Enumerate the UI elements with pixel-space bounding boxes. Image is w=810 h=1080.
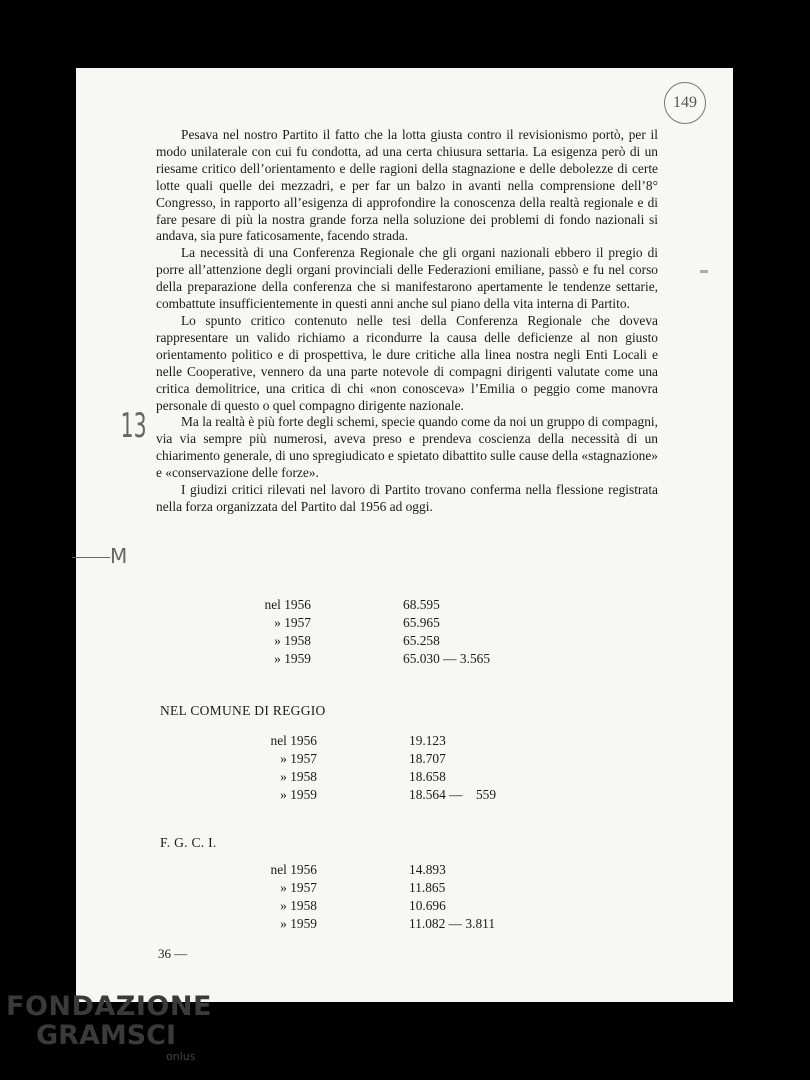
logo-suffix: onlus [166, 1050, 196, 1063]
archive-page-annotation: 149 [664, 82, 706, 124]
year-label: » 1959 [280, 916, 317, 931]
margin-dash-mark [700, 270, 708, 273]
member-count: 18.707 [409, 751, 446, 766]
year-label: nel 1956 [270, 862, 317, 877]
margin-handwritten-mark: 13 [120, 406, 147, 446]
year-label: » 1959 [274, 651, 311, 666]
year-label: » 1957 [280, 880, 317, 895]
logo-line1: FONDAZIONE [6, 991, 212, 1022]
year-label: » 1957 [280, 751, 317, 766]
page-number: 36 — [158, 946, 188, 961]
margin-underline-mark: M [72, 544, 127, 568]
year-label: » 1957 [274, 615, 311, 630]
paragraph: Lo spunto critico contenuto nelle tesi della Conferenza Regionale che doveva rappresentare un valido richiamo a ricondurre la causa delle deficienze al non giusto orientamento politico e di prospettiva, le dure critiche alla linea nostra negli Enti Locali e nelle Cooperative, vennero da una parte notevole di compagni dirigenti valutate come una critica demolitrice, una critica di chi «non conosceva» l’Emilia o peggio come manovra personale di questo o quel compagno dirigente nazionale. [156, 312, 658, 413]
member-count: 65.258 [403, 633, 440, 648]
member-count: 18.564 — 559 [409, 787, 497, 802]
year-label: » 1958 [274, 633, 311, 648]
section-heading: NEL COMUNE DI REGGIO [160, 703, 326, 718]
paragraph: Ma la realtà è più forte degli schemi, specie quando come da noi un gruppo di compagni, via via sempre più numerosi, aveva preso e prendeva coscienza della necessità di un chiarimento generale, di uno spregiudicato e spietato dibattito sulle cause della «stagnazione» e «conservazione delle forze». [156, 414, 658, 481]
year-label: nel 1956 [270, 733, 317, 748]
year-label: » 1958 [280, 898, 317, 913]
fondazione-gramsci-logo [6, 991, 212, 1063]
year-label: » 1958 [280, 769, 317, 784]
member-count: 68.595 [403, 597, 440, 612]
section-heading: F. G. C. I. [160, 835, 217, 850]
paragraph: Pesava nel nostro Partito il fatto che la lotta giusta contro il revisionismo portò, per il modo unilaterale con cui fu condotta, ad una certa chiusura settaria. La esigenza però di un riesame critico dell’orientamento e delle ragioni della stagnazione e delle debolezze di certe lotte quali quelle dei mezzadri, e per far un balzo in avanti nella comprensione dell’8° Congresso, in rapporto all’esigenza di approfondire la conoscenza della realtà regionale e di fare pesare di più la nostra grande forza nella soluzione dei problemi di fondo nazionali si andava, sia pure faticosamente, facendo strada. [156, 127, 658, 244]
year-label: » 1959 [280, 787, 317, 802]
member-count: 10.696 [409, 898, 446, 913]
paragraph: La necessità di una Conferenza Regionale che gli organi nazionali ebbero il pregio di porre all’attenzione degli organi provinciali delle Federazioni emiliane, passò e fu nel corso della preparazione della conferenza che si manifestarono apertamente le tendenze settarie, combattute insufficientemente in questi anni anche sul piano della vita interna di Partito. [156, 245, 658, 312]
document-page [76, 68, 733, 1002]
paragraph: I giudizi critici rilevati nel lavoro di Partito trovano conferma nella flessione registrata nella forza organizzata del Partito dal 1956 ad oggi. [156, 482, 658, 514]
member-count: 65.965 [403, 615, 440, 630]
member-count: 18.658 [409, 769, 446, 784]
member-count: 11.865 [409, 880, 446, 895]
member-count: 19.123 [409, 733, 446, 748]
body-text [156, 127, 658, 516]
logo-line2: GRAMSCI [36, 1020, 177, 1051]
member-count: 11.082 — 3.811 [409, 916, 496, 931]
member-count: 65.030 — 3.565 [403, 651, 491, 666]
member-count: 14.893 [409, 862, 446, 877]
year-label: nel 1956 [264, 597, 311, 612]
